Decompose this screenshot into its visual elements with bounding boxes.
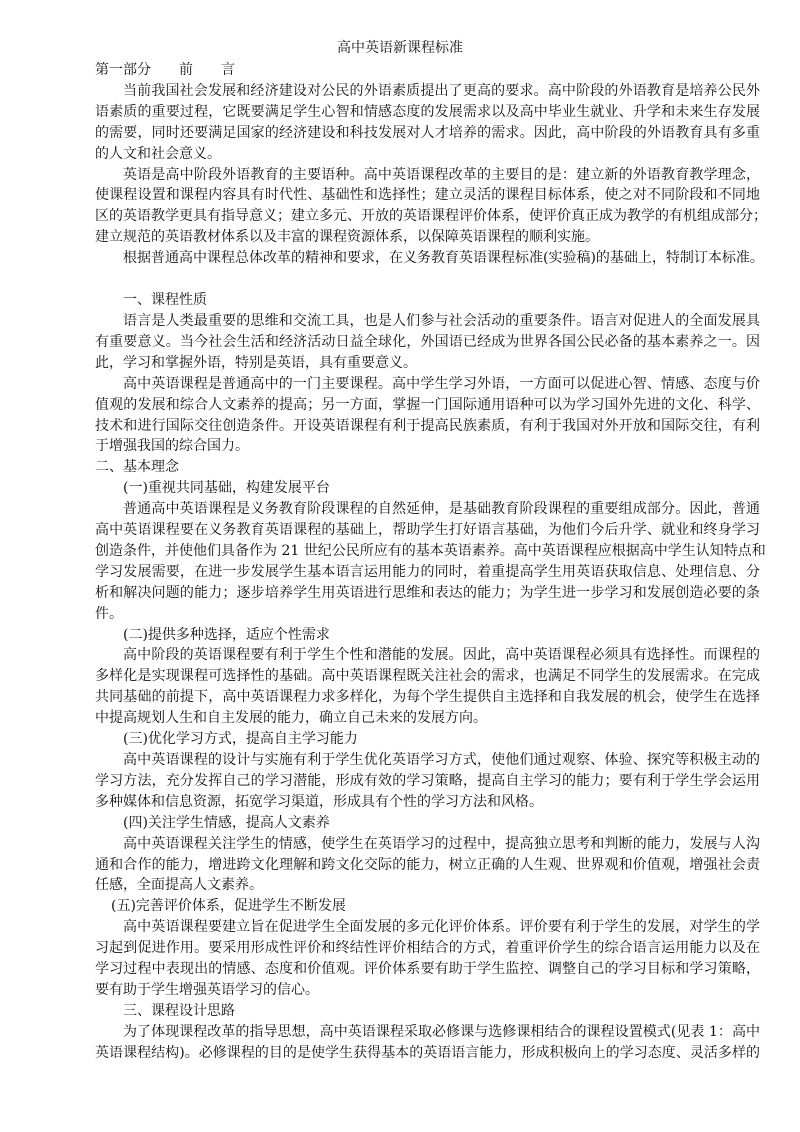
paragraph-last-line: 任感，全面提高人文素养。: [95, 877, 263, 894]
paragraph-line: 英语课程结构)。必修课程的目的是使学生获得基本的英语语言能力，形成积极向上的学习态度、灵活多样的: [95, 1044, 760, 1061]
paragraph-last-line: 要有助于学生增强英语学习的信心。: [95, 981, 319, 998]
paragraph-line: 习起到促进作用。要采用形成性评价和终结性评价相结合的方式，着重评价学生的综合语言运用能力以及在: [95, 940, 760, 957]
paragraph-line: 值观的发展和综合人文素养的提高；另一方面，掌握一门国际通用语种可以为学习国外先进的文化、科学、: [95, 396, 760, 413]
paragraph-first-line: 英语是高中阶段外语教育的主要语种。高中英语课程改革的主要目的是：建立新的外语教育教学理念，: [123, 166, 760, 183]
paragraph-line: 共同基础的前提下，高中英语课程力求多样化，为每个学生提供自主选择和自我发展的机会，使学生在选择: [95, 689, 760, 706]
document-body: [95, 81, 767, 1064]
paragraph-last-line: 多种媒体和信息资源，拓宽学习渠道，形成具有个性的学习方法和风格。: [95, 793, 543, 810]
section-heading: 三、课程设计思路: [123, 1002, 235, 1019]
subsection-heading: (二)提供多种选择，适应个性需求: [123, 626, 330, 643]
paragraph-last-line: 此，学习和掌握外语，特别是英语，具有重要意义。: [95, 354, 417, 371]
blank-line: [95, 269, 760, 290]
paragraph-first-line: 根据普通高中课程总体改革的精神和要求，在义务教育英语课程标准(实验稿)的基础上，特制订本标准。: [123, 250, 764, 267]
paragraph-line: 高中英语课程要在义务教育英语课程的基础上，帮助学生打好语言基础，为他们今后升学、就业和终身学习: [95, 522, 760, 539]
paragraph-first-line: 普通高中英语课程是义务教育阶段课程的自然延伸，是基础教育阶段课程的重要组成部分。因此，普通: [123, 501, 760, 518]
paragraph-first-line: 语言是人类最重要的思维和交流工具，也是人们参与社会活动的重要条件。语言对促进人的全面发展具: [123, 312, 760, 329]
paragraph-line: 区的英语教学更具有指导意义；建立多元、开放的英语课程评价体系，使评价真正成为教学的有机组成部分；: [95, 208, 767, 225]
paragraph-line: 通和合作的能力，增进跨文化理解和跨文化交际的能力，树立正确的人生观、世界观和价值观，增强社会责: [95, 856, 760, 873]
paragraph-line: 语素质的重要过程，它既要满足学生心智和情感态度的发展需求以及高中毕业生就业、升学和未来生存发展: [95, 103, 760, 120]
paragraph-line: 多样化是实现课程可选择性的基础。高中英语课程既关注社会的需求，也满足不同学生的发展需求。在完成: [95, 668, 760, 685]
paragraph-first-line: 高中英语课程的设计与实施有利于学生优化英语学习方式，使他们通过观察、体验、探究等积极主动的: [123, 752, 760, 768]
subsection-heading: (一)重视共同基础，构建发展平台: [123, 480, 330, 497]
part-heading: 第一部分 前 言: [95, 62, 235, 78]
paragraph-line: 有重要意义。当今社会生活和经济活动日益全球化，外国语已经成为世界各国公民必备的基本素养之一。因: [95, 333, 760, 350]
paragraph-first-line: 为了体现课程改革的指导思想，高中英语课程采取必修课与选修课相结合的课程设置模式(见表 1：高中: [123, 1023, 760, 1040]
paragraph-line: 创造条件，并使他们具备作为 21 世纪公民所应有的基本英语素养。高中英语课程应根据高中学生认知特点和: [95, 542, 766, 559]
paragraph-last-line: 建立规范的英语教材体系以及丰富的课程资源体系，以保障英语课程的顺利实施。: [95, 229, 599, 246]
paragraph-first-line: 高中阶段的英语课程要有利于学生个性和潜能的发展。因此，高中英语课程必须具有选择性。而课程的: [123, 647, 760, 664]
subsection-heading: (三)优化学习方式，提高自主学习能力: [123, 731, 358, 748]
paragraph-last-line: 件。: [95, 605, 123, 622]
paragraph-first-line: 高中英语课程是普通高中的一门主要课程。高中学生学习外语，一方面可以促进心智、情感、态度与价: [123, 375, 760, 392]
section-heading: 二、基本理念: [95, 459, 179, 476]
subsection-heading: (四)关注学生情感，提高人文素养: [123, 814, 330, 831]
paragraph-line: 析和解决问题的能力；逐步培养学生用英语进行思维和表达的能力；为学生进一步学习和发展创造必要的条: [95, 584, 760, 601]
paragraph-line: 的需要，同时还要满足国家的经济建设和科技发展对人才培养的需求。因此，高中阶段的外语教育具有多重: [95, 124, 760, 141]
paragraph-line: 技术和进行国际交往创造条件。开设英语课程有利于提高民族素质，有利于我国对外开放和国际交往，有利: [95, 417, 760, 434]
paragraph-first-line: 高中英语课程关注学生的情感，使学生在英语学习的过程中，提高独立思考和判断的能力，发展与人沟: [123, 835, 760, 852]
paragraph-line: 学习过程中表现出的情感、态度和价值观。评价体系要有助于学生监控、调整自己的学习目标和学习策略，: [95, 961, 760, 978]
paragraph-last-line: 的人文和社会意义。: [95, 145, 221, 162]
paragraph-first-line: 当前我国社会发展和经济建设对公民的外语素质提出了更高的要求。高中阶段的外语教育是培养公民外: [123, 82, 760, 99]
paragraph-last-line: 于增强我国的综合国力。: [95, 438, 249, 455]
paragraph-line: 使课程设置和课程内容具有时代性、基础性和选择性；建立灵活的课程目标体系，使之对不同阶段和不同地: [95, 187, 760, 204]
section-heading: 一、课程性质: [123, 292, 207, 309]
document-title: 高中英语新课程标准: [337, 40, 463, 56]
subsection-heading: (五)完善评价体系，促进学生不断发展: [111, 898, 346, 915]
paragraph-line: 学习方法，充分发挥自己的学习潜能，形成有效的学习策略，提高自主学习的能力；要有利于学生学会运用: [95, 772, 760, 789]
paragraph-first-line: 高中英语课程要建立旨在促进学生全面发展的多元化评价体系。评价要有利于学生的发展，对学生的学: [123, 919, 760, 936]
paragraph-line: 学习发展需要，在进一步发展学生基本语言运用能力的同时，着重提高学生用英语获取信息、处理信息、分: [95, 563, 760, 580]
paragraph-last-line: 中提高规划人生和自主发展的能力，确立自己未来的发展方向。: [95, 710, 487, 727]
